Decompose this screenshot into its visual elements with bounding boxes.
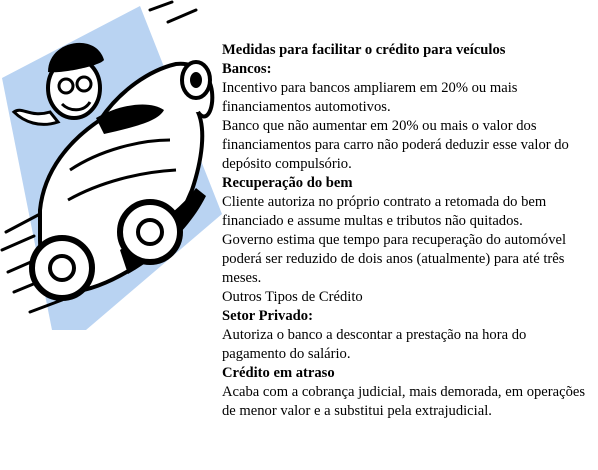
section-heading-recuperacao: Recuperação do bem [222, 175, 353, 191]
credit-measures-text [222, 41, 592, 421]
section-heading-credito-atraso: Crédito em atraso [222, 365, 335, 381]
paragraph: Governo estima que tempo para recuperação do automóvel poderá ser reduzido de dois anos (atualmente) para até três meses. [222, 232, 567, 286]
paragraph: Autoriza o banco a descontar a prestação na hora do pagamento do salário. [222, 327, 527, 362]
paragraph: Acaba com a cobrança judicial, mais demorada, em operações de menor valor e a substitui pela extrajudicial. [222, 384, 586, 419]
section-heading-setor-privado: Setor Privado: [222, 308, 313, 324]
section-heading-bancos: Bancos: [222, 61, 272, 77]
paragraph: Banco que não aumentar em 20% ou mais o valor dos financiamentos para carro não poderá deduzir esse valor do depósito compulsório. [222, 118, 569, 172]
paragraph: Cliente autoriza no próprio contrato a retomada do bem financiado e assume multas e tributos não quitados. [222, 194, 547, 229]
document-title: Medidas para facilitar o crédito para veículos [222, 42, 506, 58]
car-clipart-icon [0, 0, 222, 330]
paragraph: Incentivo para bancos ampliarem em 20% ou mais financiamentos automotivos. [222, 80, 518, 115]
subheading-outros-tipos: Outros Tipos de Crédito [222, 289, 363, 305]
